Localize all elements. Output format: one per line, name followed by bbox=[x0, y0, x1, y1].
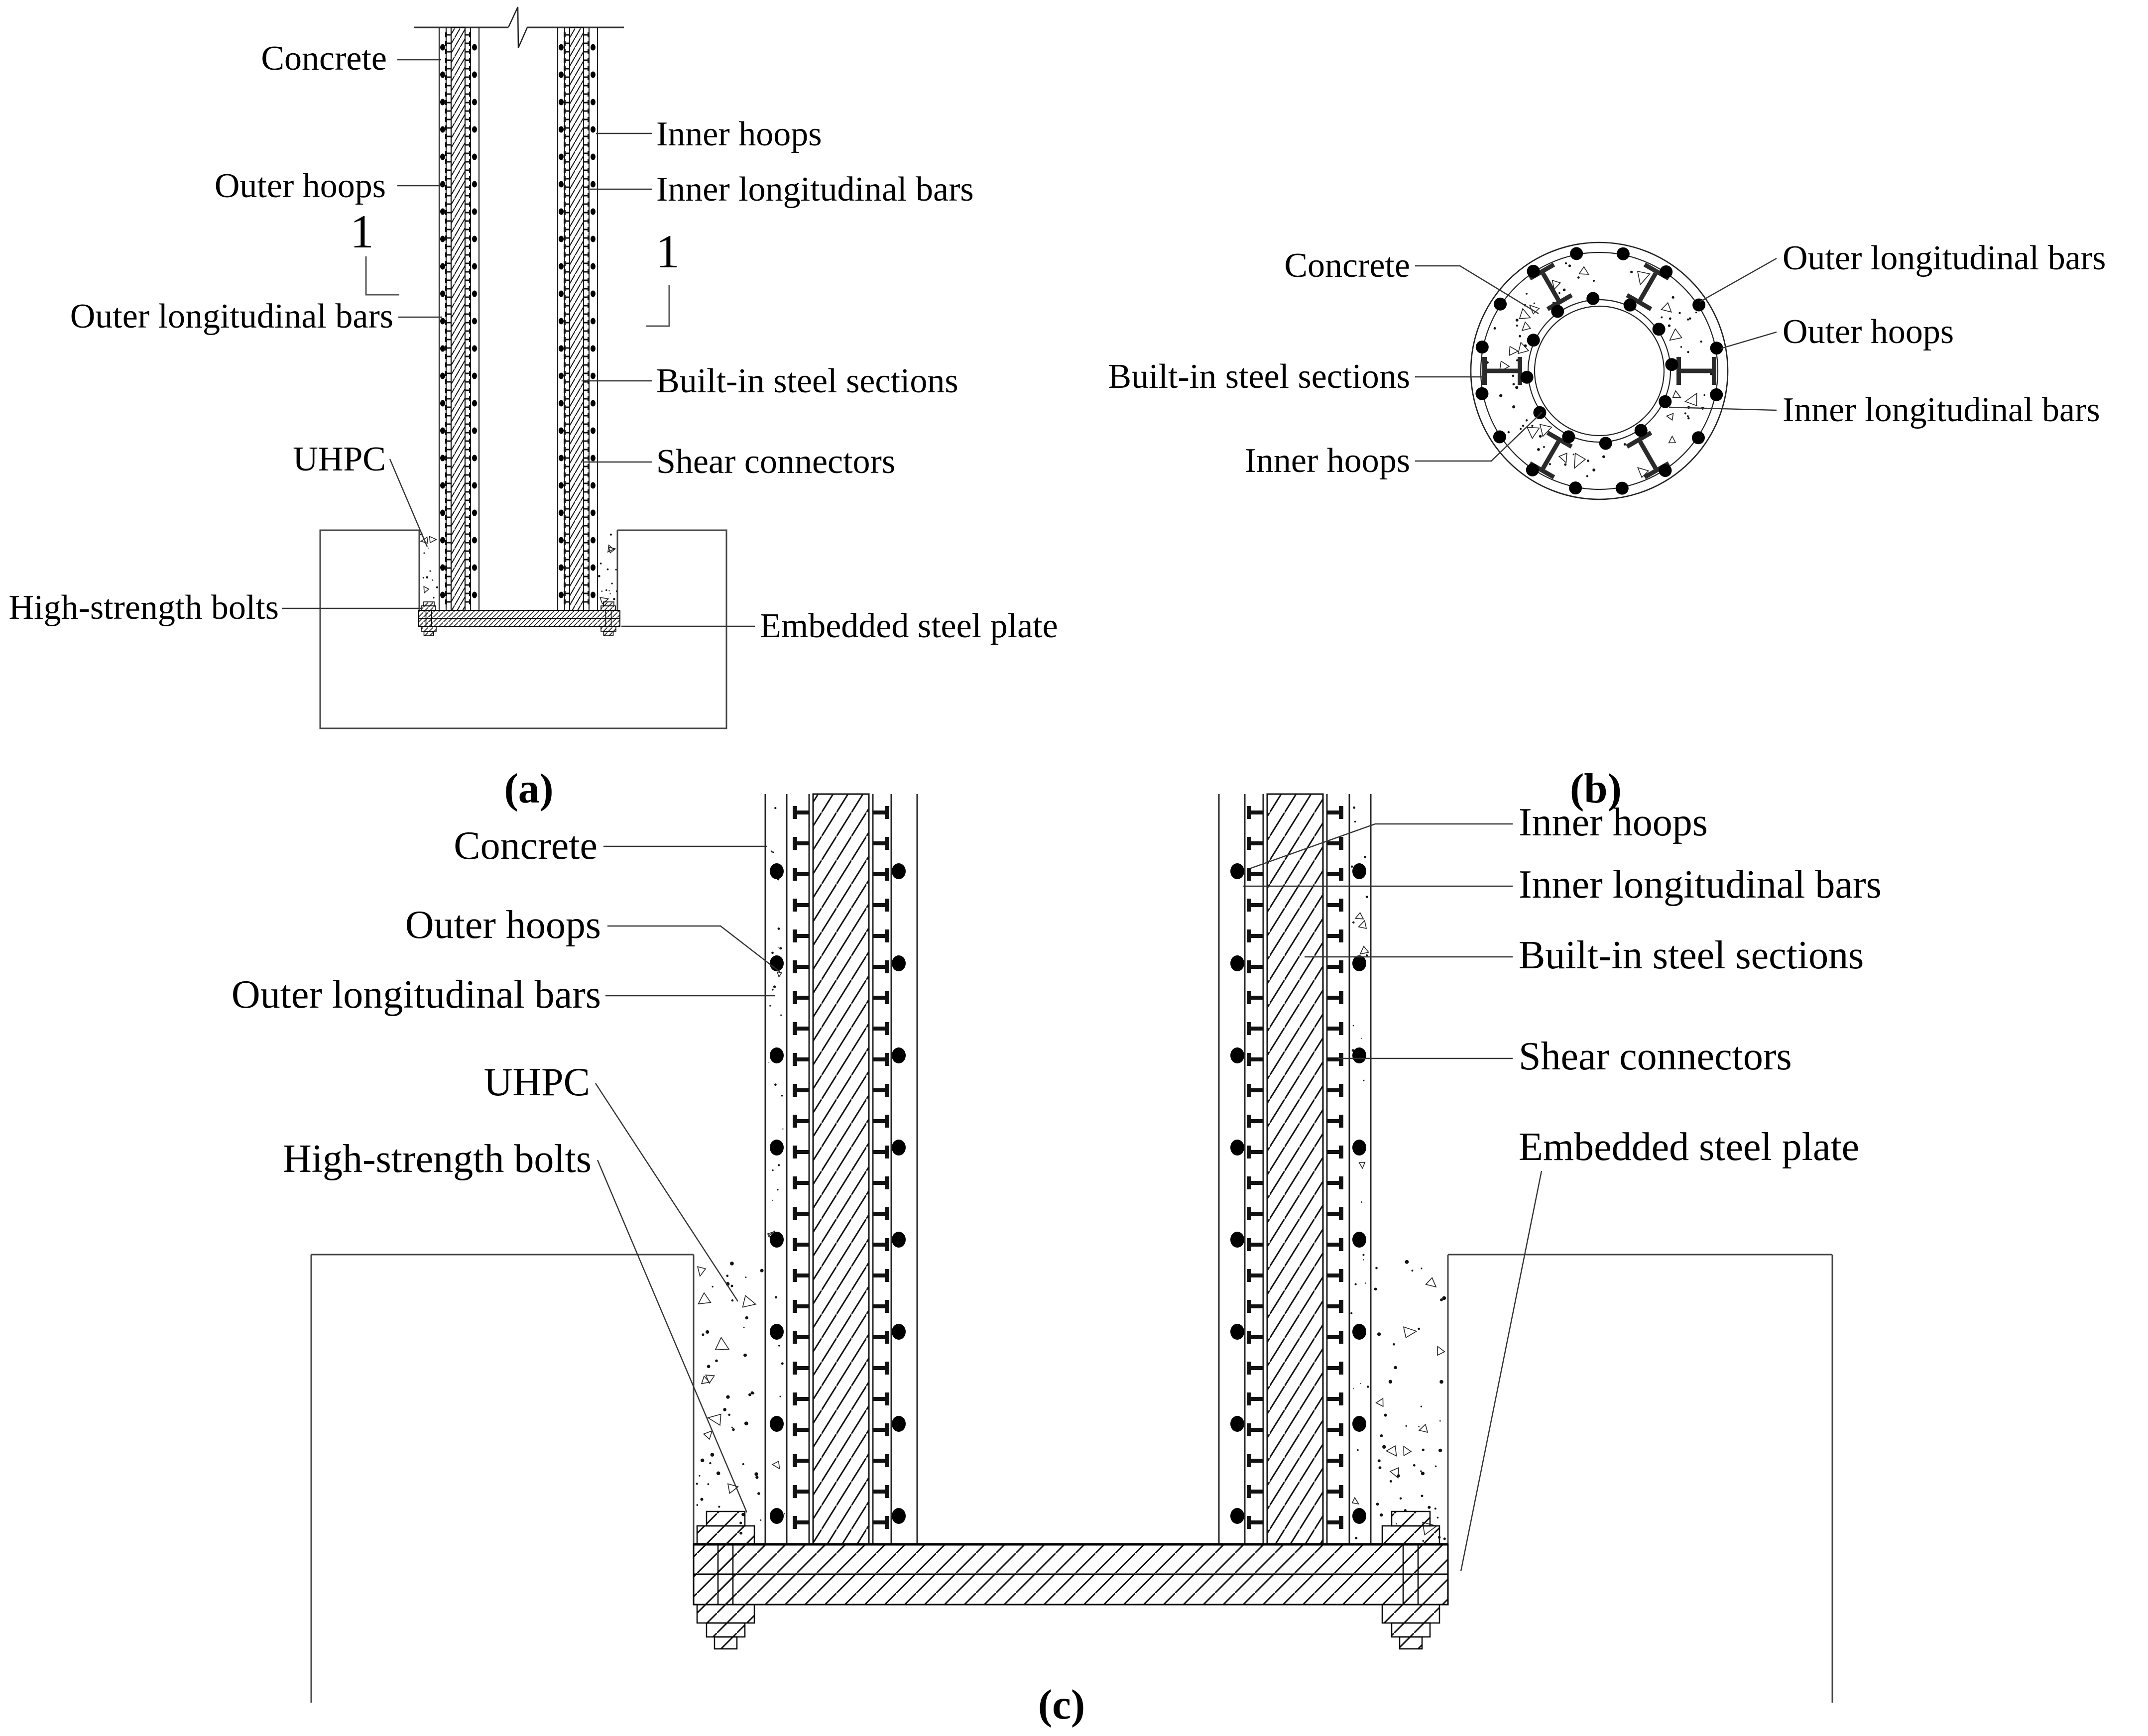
label-c-embedded-steel-plate: Embedded steel plate bbox=[1519, 1125, 1860, 1169]
label-c-inner-longitudinal-bars: Inner longitudinal bars bbox=[1519, 863, 1882, 907]
label-a-inner-longitudinal-bars: Inner longitudinal bars bbox=[656, 170, 974, 209]
label-b-outer-hoops: Outer hoops bbox=[1783, 313, 1954, 351]
label-a-embedded-steel-plate: Embedded steel plate bbox=[760, 607, 1058, 645]
label-b-outer-longitudinal-bars: Outer longitudinal bars bbox=[1783, 239, 2106, 277]
label-c-high-strength-bolts: High-strength bolts bbox=[283, 1137, 592, 1181]
label-c-uhpc: UHPC bbox=[483, 1060, 590, 1104]
embedded-steel-plate-c bbox=[694, 1544, 1448, 1605]
label-a-shear-connectors: Shear connectors bbox=[656, 443, 896, 481]
label-c-outer-hoops: Outer hoops bbox=[405, 903, 601, 947]
label-b-inner-longitudinal-bars: Inner longitudinal bars bbox=[1783, 391, 2100, 429]
caption-c: (c) bbox=[1038, 1681, 1085, 1728]
embedded-steel-plate-a bbox=[418, 610, 620, 626]
caption-a: (a) bbox=[504, 765, 554, 812]
label-a-uhpc: UHPC bbox=[293, 440, 386, 478]
section-marker-1-left: 1 bbox=[350, 205, 374, 258]
label-c-inner-hoops: Inner hoops bbox=[1519, 801, 1708, 844]
label-a-high-strength-bolts: High-strength bolts bbox=[8, 588, 279, 627]
label-c-concrete: Concrete bbox=[454, 824, 597, 868]
label-a-inner-hoops: Inner hoops bbox=[656, 115, 822, 153]
label-a-outer-longitudinal-bars: Outer longitudinal bars bbox=[70, 297, 393, 336]
label-c-built-in-steel-sections: Built-in steel sections bbox=[1519, 933, 1864, 977]
section-marker-1-right: 1 bbox=[656, 225, 680, 278]
label-c-shear-connectors: Shear connectors bbox=[1519, 1035, 1792, 1078]
label-a-built-in-steel-sections: Built-in steel sections bbox=[656, 362, 958, 400]
label-b-concrete: Concrete bbox=[1284, 246, 1410, 285]
label-a-concrete: Concrete bbox=[261, 39, 387, 78]
label-b-built-in-steel-sections: Built-in steel sections bbox=[1108, 357, 1410, 396]
label-c-outer-longitudinal-bars: Outer longitudinal bars bbox=[231, 973, 601, 1017]
label-a-outer-hoops: Outer hoops bbox=[214, 167, 386, 205]
label-b-inner-hoops: Inner hoops bbox=[1244, 442, 1410, 480]
caption-b: (b) bbox=[1570, 765, 1622, 812]
